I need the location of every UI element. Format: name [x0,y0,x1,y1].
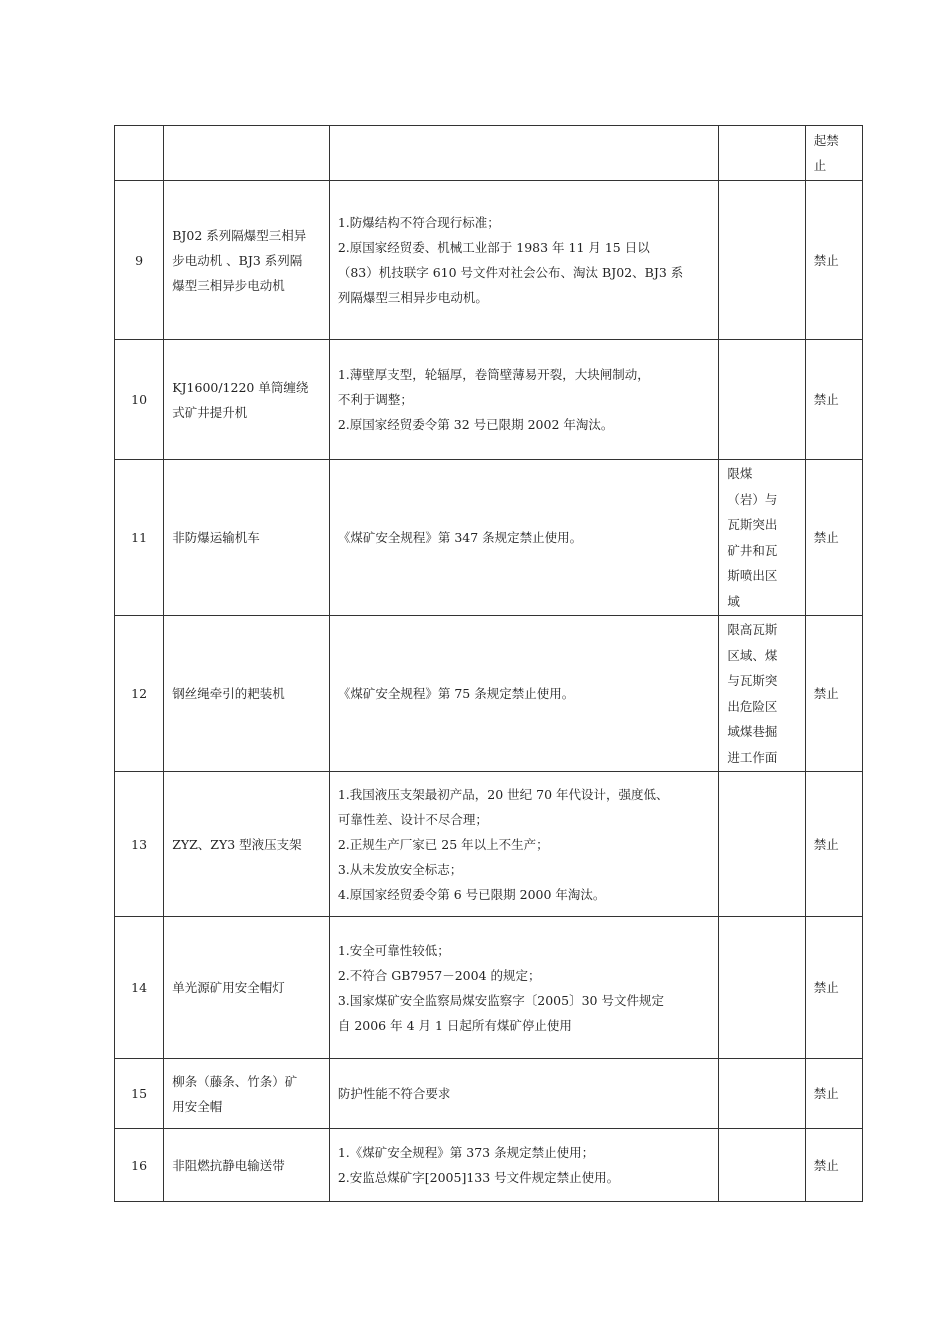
table-cell-reason [329,126,719,181]
action-text-line: 禁止 [813,836,839,852]
action-text-line: 止 [813,158,827,173]
table-cell-num [115,126,164,181]
scope-text-line: 与瓦斯突 [727,673,778,688]
action-text-line: 禁止 [813,252,839,268]
table-cell-action [805,181,862,340]
table-cell-scope [719,917,805,1059]
table-cell-scope [719,1059,805,1129]
table-cell-action [805,772,862,917]
reason-text-line: 4.原国家经贸委令第 6 号已限期 2000 年淘汰。 [337,886,606,902]
reason-text-line: 《煤矿安全规程》第 347 条规定禁止使用。 [337,530,583,545]
name-text-line: 钢丝绳牵引的耙装机 [172,686,285,701]
table-cell-name [164,460,330,616]
reason-text-line: 2.安监总煤矿字[2005]133 号文件规定禁止使用。 [337,1170,620,1185]
reason-text-line: 1.安全可靠性较低； [337,942,450,958]
table-row [115,917,863,1059]
action-text-line: 禁止 [813,980,839,995]
reason-text-line: 3.国家煤矿安全监察局煤安监察字〔2005〕30 号文件规定 [337,992,664,1008]
scope-text-line: 域 [727,593,740,609]
scope-text-line: 进工作面 [727,749,778,765]
name-text-line: KJ1600/1220 单筒缠绕 [172,379,309,395]
table-cell-reason [329,616,719,772]
action-text-line: 禁止 [813,1086,839,1101]
table-cell-scope [719,460,805,616]
table-cell-num [115,1059,164,1129]
table-cell-num [115,1129,164,1202]
scope-text-line: 域煤巷掘 [727,724,778,739]
reason-text-line: （83）机技联字 610 号文件对社会公布、淘汰 BJ02、BJ3 系 [337,265,684,280]
equipment-table [114,125,863,1202]
table-cell-num [115,340,164,460]
name-text-line: ZYZ、ZY3 型液压支架 [172,836,302,852]
reason-text-line: 1.防爆结构不符合现行标准； [337,215,500,230]
table-row [115,126,863,181]
table-cell-scope [719,1129,805,1202]
row-number: 10 [131,392,148,407]
table-cell-action [805,1129,862,1202]
table-cell-scope [719,181,805,340]
table-cell-action [805,126,862,181]
scope-text-line: （岩）与 [727,491,778,507]
scope-text-line: 斯喷出区 [727,568,778,583]
reason-text-line: 1.《煤矿安全规程》第 373 条规定禁止使用； [337,1145,595,1160]
table-cell-name [164,616,330,772]
table-row [115,1059,863,1129]
name-text-line: 步电动机 、BJ3 系列隔 [172,252,303,268]
table-cell-num [115,181,164,340]
reason-text-line: 1.我国液压支架最初产品，20 世纪 70 年代设计，强度低、 [337,786,669,802]
row-number: 16 [131,1157,148,1173]
table-cell-action [805,460,862,616]
action-text-line: 禁止 [813,392,839,407]
table-cell-name [164,772,330,917]
row-number: 15 [131,1086,148,1101]
reason-text-line: 列隔爆型三相异步电动机。 [337,290,488,305]
reason-text-line: 可靠性差、设计不尽合理； [337,811,488,827]
name-text-line: 用安全帽 [172,1098,223,1114]
scope-text-line: 限高瓦斯 [727,622,778,637]
reason-text-line: 不利于调整； [337,392,413,407]
table-row [115,181,863,340]
action-text-line: 禁止 [813,530,839,545]
table-cell-name [164,1059,330,1129]
action-text-line: 禁止 [813,1157,839,1173]
table-cell-action [805,340,862,460]
table-cell-reason [329,1129,719,1202]
reason-text-line: 2.原国家经贸委令第 32 号已限期 2002 年淘汰。 [337,417,614,432]
table-row [115,1129,863,1202]
table-cell-scope [719,340,805,460]
row-number: 13 [131,836,148,852]
row-number: 9 [135,252,144,268]
reason-text-line: 1.薄壁厚支型，轮辐厚，卷筒壁薄易开裂，大块闸制动， [337,367,650,382]
name-text-line: 柳条（藤条、竹条）矿 [172,1073,298,1089]
action-text-line: 起禁 [813,133,839,148]
table-cell-reason [329,917,719,1059]
reason-text-line: 2.原国家经贸委、机械工业部于 1983 年 11 月 15 日以 [337,240,650,255]
row-number: 12 [131,686,148,701]
table-cell-scope [719,772,805,917]
name-text-line: BJ02 系列隔爆型三相异 [172,227,307,243]
name-text-line: 式矿井提升机 [172,404,248,420]
reason-text-line: 自 2006 年 4 月 1 日起所有煤矿停止使用 [337,1017,572,1033]
table-cell-action [805,917,862,1059]
table-row [115,616,863,772]
scope-text-line: 区域、煤 [727,647,778,663]
reason-text-line: 2.正规生产厂家已 25 年以上不生产； [337,836,549,852]
reason-text-line: 防护性能不符合要求 [337,1086,451,1101]
table-cell-name [164,917,330,1059]
row-number: 11 [131,530,148,545]
table-cell-action [805,616,862,772]
table-cell-reason [329,1059,719,1129]
table-body [115,126,863,1202]
table-cell-num [115,917,164,1059]
table-cell-name [164,181,330,340]
table-cell-name [164,340,330,460]
scope-text-line: 瓦斯突出 [727,517,778,532]
reason-text-line: 《煤矿安全规程》第 75 条规定禁止使用。 [337,686,575,701]
row-number: 14 [131,980,148,995]
scope-text-line: 矿井和瓦 [727,542,778,558]
table-cell-num [115,772,164,917]
table-cell-scope [719,616,805,772]
table-cell-name [164,126,330,181]
name-text-line: 爆型三相异步电动机 [172,277,285,293]
table-cell-reason [329,772,719,917]
scope-text-line: 出危险区 [727,698,778,714]
table-cell-reason [329,460,719,616]
name-text-line: 非防爆运输机车 [172,530,260,545]
table-cell-reason [329,181,719,340]
name-text-line: 非阻燃抗静电输送带 [172,1157,285,1173]
table-cell-num [115,460,164,616]
table-row [115,460,863,616]
reason-text-line: 3.从未发放安全标志； [337,861,463,877]
table-cell-scope [719,126,805,181]
table-cell-reason [329,340,719,460]
table-cell-num [115,616,164,772]
table-row [115,340,863,460]
name-text-line: 单光源矿用安全帽灯 [172,980,285,995]
table-cell-action [805,1059,862,1129]
action-text-line: 禁止 [813,686,839,701]
reason-text-line: 2.不符合 GB7957－2004 的规定； [337,967,541,983]
scope-text-line: 限煤 [727,466,753,481]
table-row [115,772,863,917]
table-cell-name [164,1129,330,1202]
